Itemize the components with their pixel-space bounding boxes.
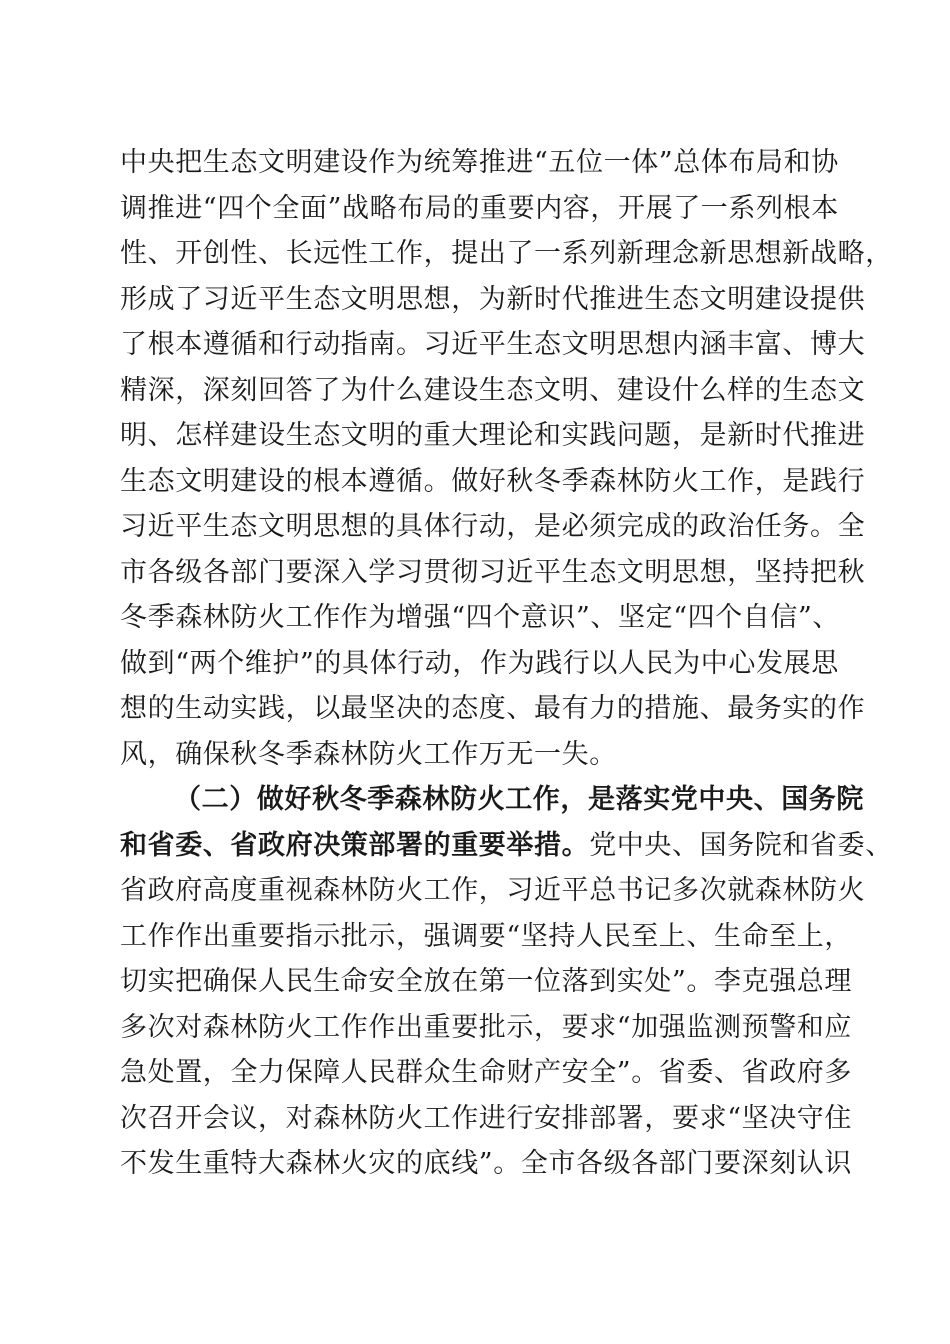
- text-line: 切实把确保人民生命安全放在第一位落到实处”。李克强总理: [120, 966, 853, 997]
- text-line: 省政府高度重视森林防火工作，习近平总书记多次就森林防火: [120, 875, 866, 906]
- text-line: 精深，深刻回答了为什么建设生态文明、建设什么样的生态文: [120, 374, 866, 406]
- text-line: 不发生重特大森林火灾的底线”。全市各级各部门要深刻认识: [120, 1148, 853, 1179]
- text-line: [120, 823, 893, 869]
- text-line: 冬季森林防火工作作为增强“四个意识”、坚定“四个自信”、: [120, 602, 841, 633]
- text-line: 做到“两个维护”的具体行动，作为践行以人民为中心发展思: [120, 647, 839, 679]
- text-line: 风，确保秋冬季森林防火工作万无一失。: [120, 738, 617, 770]
- text-line: 想的生动实践，以最坚决的态度、最有力的措施、最务实的作: [120, 693, 866, 724]
- text-line: 多次对森林防火工作作出重要批示，要求“加强监测预警和应: [120, 1011, 853, 1043]
- text-line: 市各级各部门要深入学习贯彻习近平生态文明思想，坚持把秋: [120, 556, 866, 588]
- text-line: 调推进“四个全面”战略布局的重要内容，开展了一系列根本: [120, 192, 839, 224]
- section-heading-end: 和省委、省政府决策部署的重要举措。: [120, 829, 590, 861]
- text-line: 生态文明建设的根本遵循。做好秋冬季森林防火工作，是践行: [120, 465, 866, 497]
- body-text: [120, 140, 893, 1187]
- text-run: 党中央、国务院和省委、: [589, 829, 893, 861]
- text-line: 次召开会议，对森林防火工作进行安排部署，要求“坚决守住: [120, 1102, 853, 1134]
- text-line: 习近平生态文明思想的具体行动，是必须完成的政治任务。全: [120, 511, 866, 542]
- paragraph-2: [120, 777, 893, 1187]
- text-line: 形成了习近平生态文明思想，为新时代推进生态文明建设提供: [120, 283, 866, 315]
- text-line: 急处置，全力保障人民群众生命财产安全”。省委、省政府多: [120, 1057, 853, 1088]
- text-line: 工作作出重要指示批示，强调要“坚持人民至上、生命至上，: [120, 920, 853, 952]
- text-line: 性、开创性、长远性工作，提出了一系列新理念新思想新战略，: [120, 238, 893, 269]
- text-line: 了根本遵循和行动指南。习近平生态文明思想内涵丰富、博大: [120, 329, 866, 360]
- section-heading-line: （二）做好秋冬季森林防火工作，是落实党中央、国务院: [174, 784, 864, 815]
- paragraph-1: [120, 140, 893, 777]
- text-line: 明、怎样建设生态文明的重大理论和实践问题，是新时代推进: [120, 420, 866, 451]
- text-line: 中央把生态文明建设作为统筹推进“五位一体”总体布局和协: [120, 147, 839, 178]
